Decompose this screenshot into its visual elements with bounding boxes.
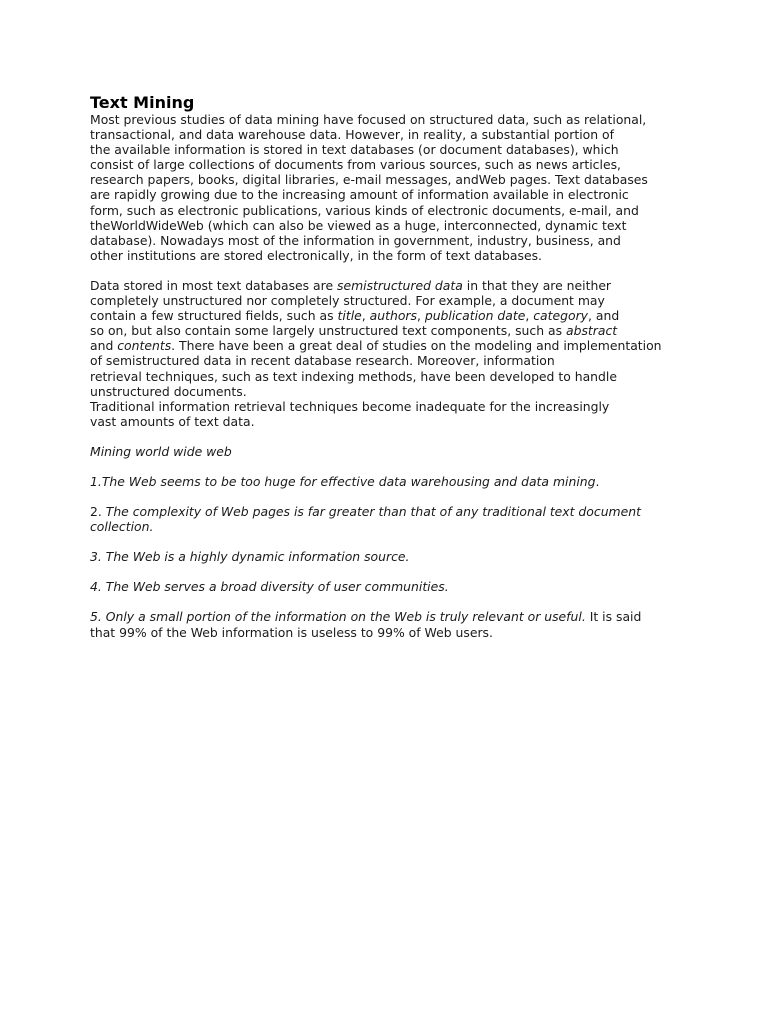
emphasis-text: publication date xyxy=(424,308,526,324)
text-run: 2. xyxy=(90,504,106,520)
text-line: theWorldWideWeb (which can also be viewed as a huge, interconnected, dynamic text xyxy=(90,217,627,233)
text-line: form, such as electronic publications, various kinds of electronic documents, e-mail, and xyxy=(90,202,639,218)
document-title: Text Mining xyxy=(90,93,195,112)
text-line: Traditional information retrieval techniques become inadequate for the increasingly xyxy=(90,398,610,414)
emphasis-text: contents xyxy=(117,338,172,354)
emphasis-text: semistructured data xyxy=(337,277,463,293)
emphasis-text: 3. The Web is a highly dynamic information source. xyxy=(90,549,410,565)
text-line: of semistructured data in recent database research. Moreover, information xyxy=(90,353,555,369)
text-run: , xyxy=(525,308,534,324)
emphasis-text: collection. xyxy=(90,519,154,535)
text-line: database). Nowadays most of the information in government, industry, business, and xyxy=(90,232,621,248)
text-line: vast amounts of text data. xyxy=(90,413,255,429)
list-item xyxy=(90,504,768,534)
text-line: retrieval techniques, such as text indexing methods, have been developed to handle xyxy=(90,368,617,384)
text-run: , xyxy=(361,308,370,324)
emphasis-text: 5. Only a small portion of the information on the Web is truly relevant or useful. xyxy=(90,609,586,625)
text-line: transactional, and data warehouse data. However, in reality, a substantial portion of xyxy=(90,127,614,143)
text-run: Data stored in most text databases are xyxy=(90,277,338,293)
list-item xyxy=(90,474,768,489)
text-line: are rapidly growing due to the increasing amount of information available in electronic xyxy=(90,187,629,203)
paragraph-semistructured xyxy=(90,278,768,429)
text-line: that 99% of the Web information is useless to 99% of Web users. xyxy=(90,624,493,640)
list-item xyxy=(90,579,768,594)
text-line: unstructured documents. xyxy=(90,383,247,399)
text-run: It is said xyxy=(585,609,642,625)
text-run: , xyxy=(416,308,425,324)
emphasis-text: 1.The Web seems to be too huge for effective data warehousing and data mining xyxy=(90,473,596,489)
emphasis-text: category xyxy=(533,308,588,324)
text-line: research papers, books, digital libraries, e-mail messages, andWeb pages. Text databases xyxy=(90,172,648,188)
paragraph-intro xyxy=(90,112,768,263)
text-line xyxy=(90,323,768,338)
text-run: so on, but also contain some largely unstructured text components, such as xyxy=(90,323,566,339)
text-line: consist of large collections of documents from various sources, such as news articles, xyxy=(90,157,621,173)
section-subheading xyxy=(90,444,768,459)
text-run: , and xyxy=(588,308,620,324)
emphasis-text: authors xyxy=(369,308,417,324)
text-line: completely unstructured nor completely structured. For example, a document may xyxy=(90,293,605,309)
emphasis-text: abstract xyxy=(566,323,618,339)
text-line: the available information is stored in text databases (or document databases), which xyxy=(90,142,619,158)
text-run: contain a few structured fields, such as xyxy=(90,308,338,324)
text-run: in that they are neither xyxy=(462,277,612,293)
text-run: . xyxy=(595,473,600,489)
list-item xyxy=(90,609,768,639)
text-line xyxy=(90,504,768,519)
emphasis-text: 4. The Web serves a broad diversity of user communities. xyxy=(90,579,449,595)
emphasis-text: The complexity of Web pages is far greater than that of any traditional text document xyxy=(105,504,641,520)
text-line xyxy=(90,609,768,624)
emphasis-text: title xyxy=(337,308,362,324)
text-line xyxy=(90,308,768,323)
text-line: other institutions are stored electronically, in the form of text databases. xyxy=(90,247,542,263)
text-line xyxy=(90,278,768,293)
text-line xyxy=(90,338,768,353)
list-item xyxy=(90,549,768,564)
text-run: . There have been a great deal of studies on the modeling and implementation xyxy=(171,338,662,354)
text-line xyxy=(90,519,768,534)
emphasis-text: Mining world wide web xyxy=(90,443,232,459)
text-run: and xyxy=(90,338,118,354)
text-line: Most previous studies of data mining have focused on structured data, such as relational, xyxy=(90,112,647,127)
